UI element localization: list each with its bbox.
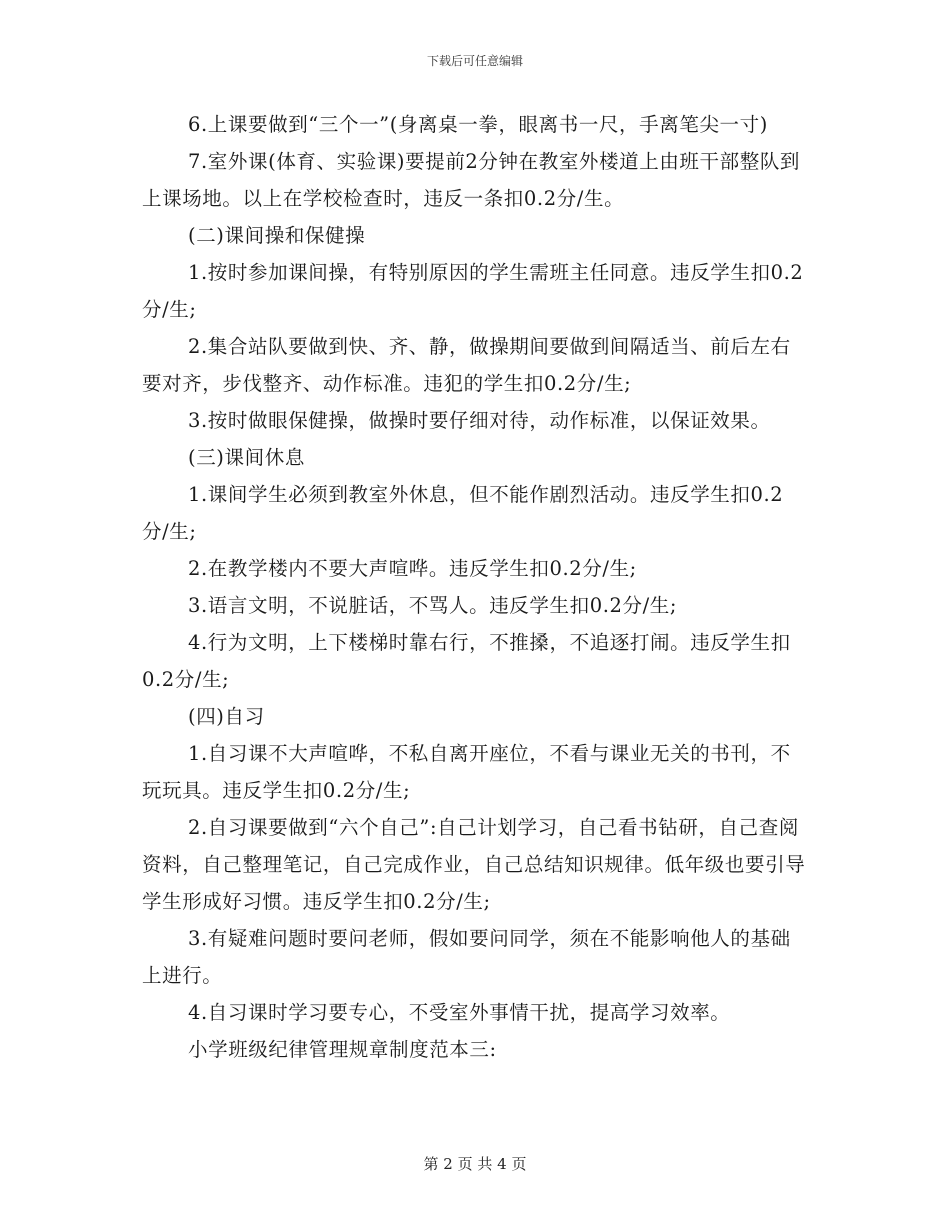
paragraph: 2.在教学楼内不要大声喧哗。违反学生扣0.2分/生; [188, 557, 637, 580]
paragraph: 2.自习课要做到“六个自己”:自己计划学习，自己看书钻研，自己查阅资料，自己整理笔记，自己完成作业，自己总结知识规律。低年级也要引导学生形成好习惯。违反学生扣0.2分/生; [142, 816, 806, 913]
paragraph: 4.行为文明，上下楼梯时靠右行，不推搡，不追逐打闹。违反学生扣0.2分/生; [142, 631, 791, 691]
section-heading: (二)课间操和保健操 [188, 224, 366, 247]
paragraph: 3.按时做眼保健操，做操时要仔细对待，动作标准，以保证效果。 [188, 409, 771, 432]
paragraph: 1.课间学生必须到教室外休息，但不能作剧烈活动。违反学生扣0.2分/生; [142, 483, 784, 543]
paragraph: 7.室外课(体育、实验课)要提前2分钟在教室外楼道上由班干部整队到上课场地。以上在学校检查时，违反一条扣0.2分/生。 [142, 150, 801, 210]
paragraph: 1.按时参加课间操，有特别原因的学生需班主任同意。违反学生扣0.2分/生; [142, 261, 804, 321]
section-heading: (三)课间休息 [188, 446, 305, 469]
page-footer: 第 2 页 共 4 页 [423, 1155, 527, 1173]
section-heading: (四)自习 [188, 705, 265, 728]
section-heading: 小学班级纪律管理规章制度范本三: [188, 1038, 497, 1061]
paragraph: 4.自习课时学习要专心，不受室外事情干扰，提高学习效率。 [188, 1001, 731, 1024]
paragraph: 1.自习课不大声喧哗，不私自离开座位，不看与课业无关的书刊，不玩玩具。违反学生扣0.2分/生; [142, 742, 791, 802]
paragraph: 3.语言文明，不说脏话，不骂人。违反学生扣0.2分/生; [188, 594, 678, 617]
paragraph: 3.有疑难问题时要问老师，假如要问同学，须在不能影响他人的基础上进行。 [142, 927, 791, 987]
document-body [142, 106, 810, 1068]
paragraph: 6.上课要做到“三个一”(身离桌一拳，眼离书一尺，手离笔尖一寸) [188, 113, 768, 136]
paragraph: 2.集合站队要做到快、齐、静，做操期间要做到间隔适当、前后左右要对齐，步伐整齐、动作标准。违犯的学生扣0.2分/生; [142, 335, 791, 395]
page-header: 下载后可任意编辑 [426, 54, 523, 68]
